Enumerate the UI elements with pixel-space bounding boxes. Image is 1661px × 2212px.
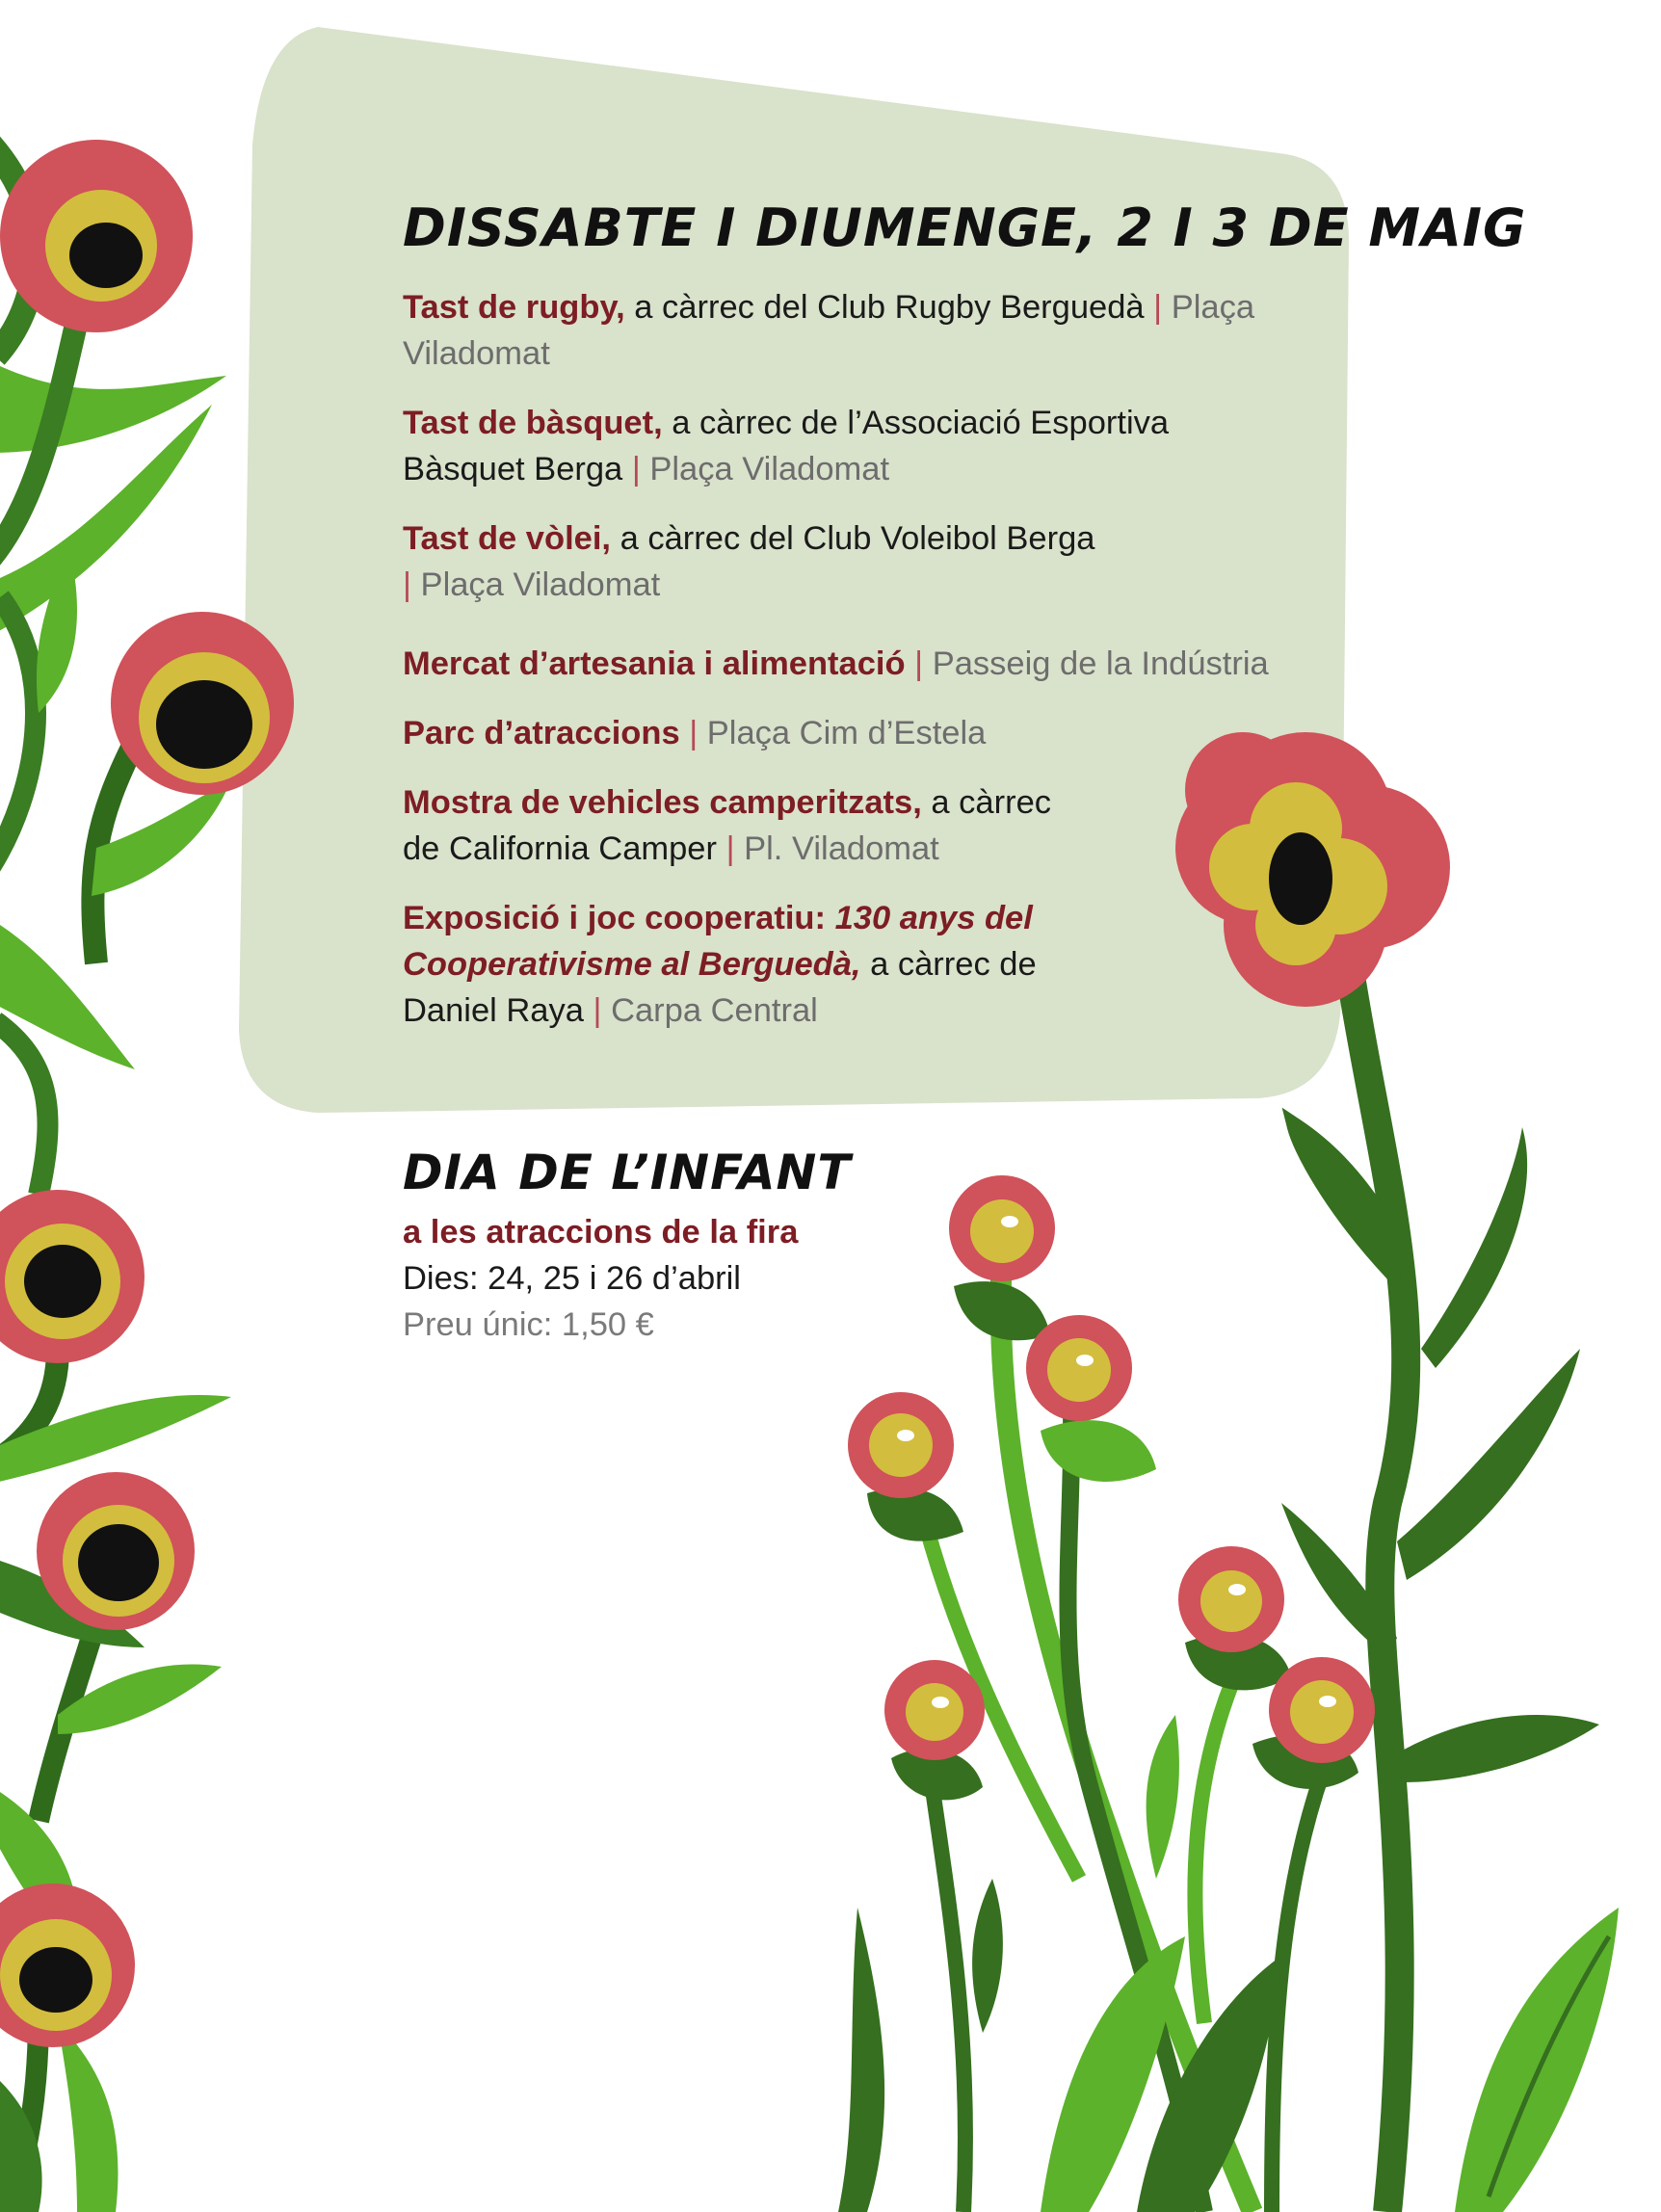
event-location: Plaça Cim d’Estela [698,715,987,751]
event-separator: | [403,566,411,603]
event-name: Tast de vòlei, [403,520,612,557]
event-separator: | [1153,289,1163,326]
event-item-mercat [403,641,1299,687]
event-organizer: a càrrec del Club Voleibol Berga [611,520,1095,557]
event-name: Exposició i joc cooperatiu: [403,900,835,936]
event-location: Plaça Viladomat [410,566,661,603]
infant-subtitle: a les atraccions de la fira [403,1214,799,1251]
event-item-mostra [403,779,1077,872]
event-location: Pl. Viladomat [734,830,939,867]
weekend-events-list [403,284,1299,1057]
event-location: Plaça Viladomat [640,451,890,487]
event-name: Parc d’atraccions [403,715,690,751]
event-separator: | [725,830,735,867]
event-item-basquet [403,400,1299,492]
event-organizer: a càrrec de Daniel Raya [403,946,1037,1029]
daisy-flower-6 [1269,1657,1375,1763]
event-separator: | [914,645,924,682]
event-item-parc [403,710,1299,756]
event-location: Plaça Viladomat [403,289,1255,372]
infant-price: Preu únic: 1,50 € [403,1306,654,1343]
infant-info [403,1209,798,1348]
event-item-rugby [403,284,1299,377]
poppy-flower-left-2 [111,612,294,795]
event-separator: | [593,992,602,1029]
event-location: Passeig de la Indústria [923,645,1269,682]
daisy-flower-4 [1178,1546,1284,1652]
poppy-flower-left-1 [0,140,193,332]
infant-days: Dies: 24, 25 i 26 d’abril [403,1260,741,1297]
poppy-flower-left-3 [0,1190,145,1363]
poppy-flower-left-4 [37,1472,195,1630]
event-name: Tast de bàsquet, [403,405,663,441]
event-item-exposicio [403,895,1077,1034]
event-separator: | [689,715,699,751]
event-separator: | [631,451,641,487]
poppy-flower-left-5 [0,1883,135,2047]
event-organizer: a càrrec de l’Associació Esportiva Bàsquet Berga [403,405,1170,487]
event-name-italic: 130 anys del Cooperativisme al Berguedà, [403,900,1033,983]
event-name: Mercat d’artesania i alimentació [403,645,915,682]
daisy-cluster [838,1175,1375,2212]
event-organizer: a càrrec de California Camper [403,784,1052,867]
event-name: Mostra de vehicles camperitzats, [403,784,922,821]
daisy-flower-5 [884,1660,985,1760]
event-organizer: a càrrec del Club Rugby Berguedà [624,289,1154,326]
infant-title: DIA DE L’INFANT [403,1145,852,1200]
daisy-flower-3 [848,1392,954,1498]
daisy-flower-1 [949,1175,1055,1281]
event-location: Carpa Central [601,992,818,1029]
event-name: Tast de rugby, [403,289,625,326]
weekend-title: DISSABTE I DIUMENGE, 2 I 3 DE MAIG [403,198,1527,258]
event-item-volei [403,515,1096,608]
daisy-flower-2 [1026,1315,1132,1421]
